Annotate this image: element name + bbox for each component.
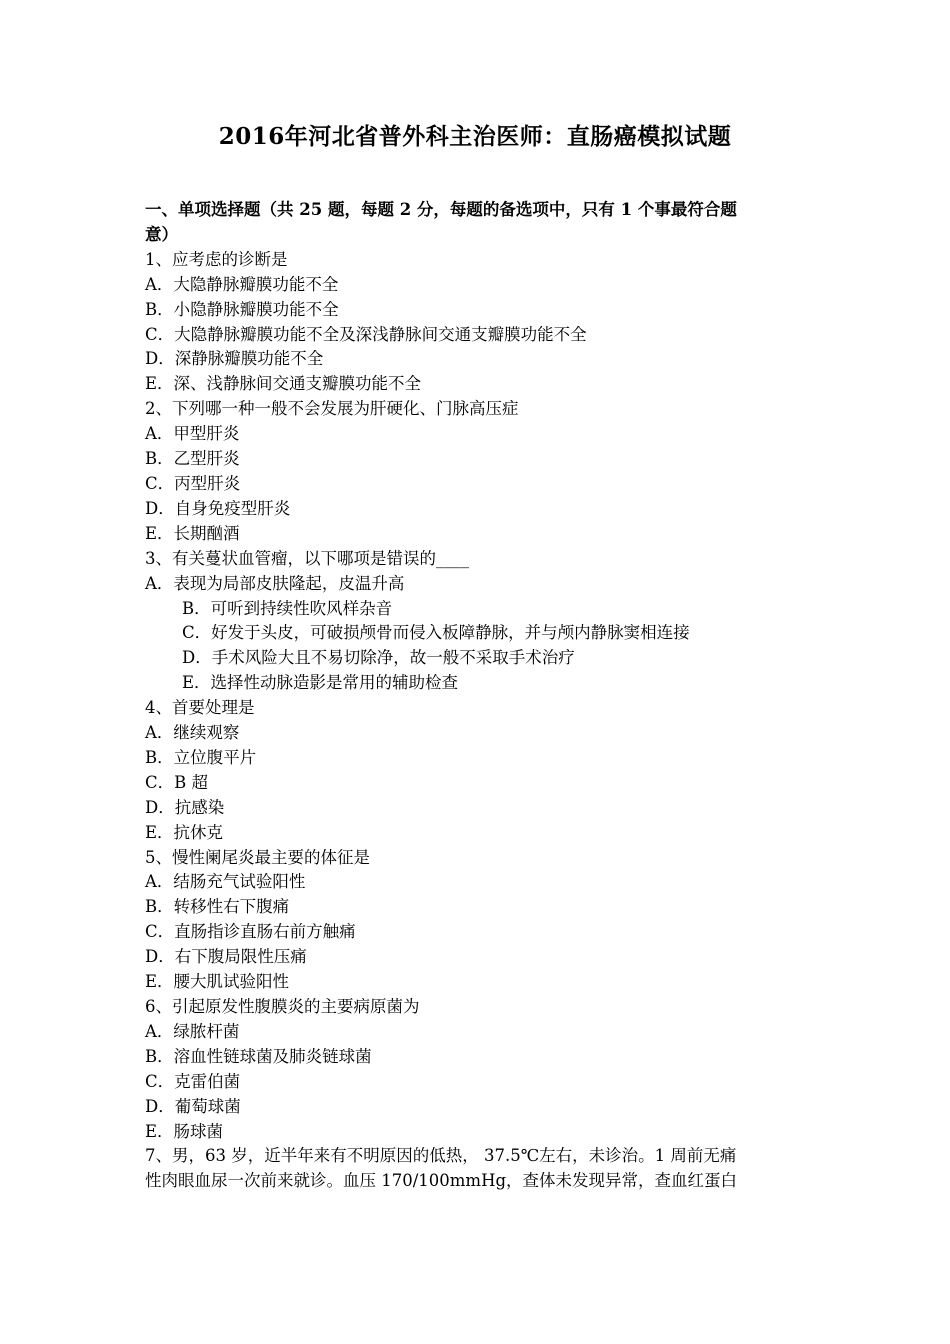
section-heading: 一、单项选择题（共 25 题，每题 2 分，每题的备选项中，只有 1 个事最符合题 [145, 200, 737, 219]
question-6-option-d: D．葡萄球菌 [145, 1096, 241, 1116]
question-2-option-d: D．自身免疫型肝炎 [145, 498, 291, 518]
section-heading-continued: 意） [145, 224, 178, 244]
question-1-option-c: C．大隐静脉瓣膜功能不全及深浅静脉间交通支瓣膜功能不全 [145, 324, 587, 344]
question-5-stem: 5、慢性阑尾炎最主要的体征是 [145, 847, 370, 867]
question-4-stem: 4、首要处理是 [145, 698, 255, 718]
question-4-option-a: A．继续观察 [145, 723, 240, 743]
question-2-option-a: A．甲型肝炎 [145, 424, 240, 444]
question-1-option-b: B．小隐静脉瓣膜功能不全 [145, 299, 339, 319]
question-1-stem: 1、应考虑的诊断是 [145, 249, 288, 269]
question-7-stem: 7、男，63 岁，近半年来有不明原因的低热， 37.5℃左右，未诊治。1 周前无痛 [145, 1146, 737, 1166]
question-5-option-d: D．右下腹局限性压痛 [145, 947, 307, 967]
question-6-option-e: E．肠球菌 [145, 1121, 224, 1141]
question-7-stem-continued: 性肉眼血尿一次前来就诊。血压 170/100mmHg，查体未发现异常，查血红蛋白 [145, 1171, 738, 1191]
question-6-stem: 6、引起原发性腹膜炎的主要病原菌为 [145, 997, 420, 1016]
question-3-option-b: B．可听到持续性吹风样杂音 [182, 598, 393, 618]
question-1-option-d: D．深静脉瓣膜功能不全 [145, 349, 324, 369]
question-4-option-e: E．抗休克 [145, 822, 224, 842]
question-3-stem: 3、有关蔓状血管瘤，以下哪项是错误的____ [145, 548, 469, 568]
question-6-option-a: A．绿脓杆菌 [145, 1021, 240, 1041]
question-1-option-e: E．深、浅静脉间交通支瓣膜功能不全 [145, 374, 422, 394]
question-3-option-e: E．选择性动脉造影是常用的辅助检查 [182, 673, 459, 693]
question-1-option-a: A．大隐静脉瓣膜功能不全 [145, 274, 339, 294]
question-3-option-c: C．好发于头皮，可破损颅骨而侵入板障静脉，并与颅内静脉窦相连接 [182, 623, 690, 643]
document-title: 2016年河北省普外科主治医师：直肠癌模拟试题 [218, 123, 732, 150]
question-2-stem: 2、下列哪一种一般不会发展为肝硬化、门脉高压症 [145, 399, 519, 419]
question-5-option-a: A．结肠充气试验阳性 [145, 872, 306, 892]
question-4-option-d: D．抗感染 [145, 797, 225, 817]
question-3-option-a: A．表现为局部皮肤隆起，皮温升高 [145, 573, 405, 593]
question-3-option-d: D．手术风险大且不易切除净，故一般不采取手术治疗 [182, 648, 575, 668]
question-4-option-b: B．立位腹平片 [145, 747, 257, 767]
question-5-option-c: C．直肠指诊直肠右前方触痛 [145, 922, 356, 942]
question-2-option-e: E．长期酗酒 [145, 523, 240, 543]
question-2-option-c: C．丙型肝炎 [145, 473, 241, 493]
question-6-option-b: B．溶血性链球菌及肺炎链球菌 [145, 1046, 372, 1066]
question-6-option-c: C．克雷伯菌 [145, 1071, 241, 1091]
question-4-option-c: C．B 超 [145, 772, 208, 792]
question-2-option-b: B．乙型肝炎 [145, 449, 240, 469]
question-5-option-e: E．腰大肌试验阳性 [145, 972, 290, 992]
document-body [145, 198, 810, 1194]
question-5-option-b: B．转移性右下腹痛 [145, 897, 290, 917]
